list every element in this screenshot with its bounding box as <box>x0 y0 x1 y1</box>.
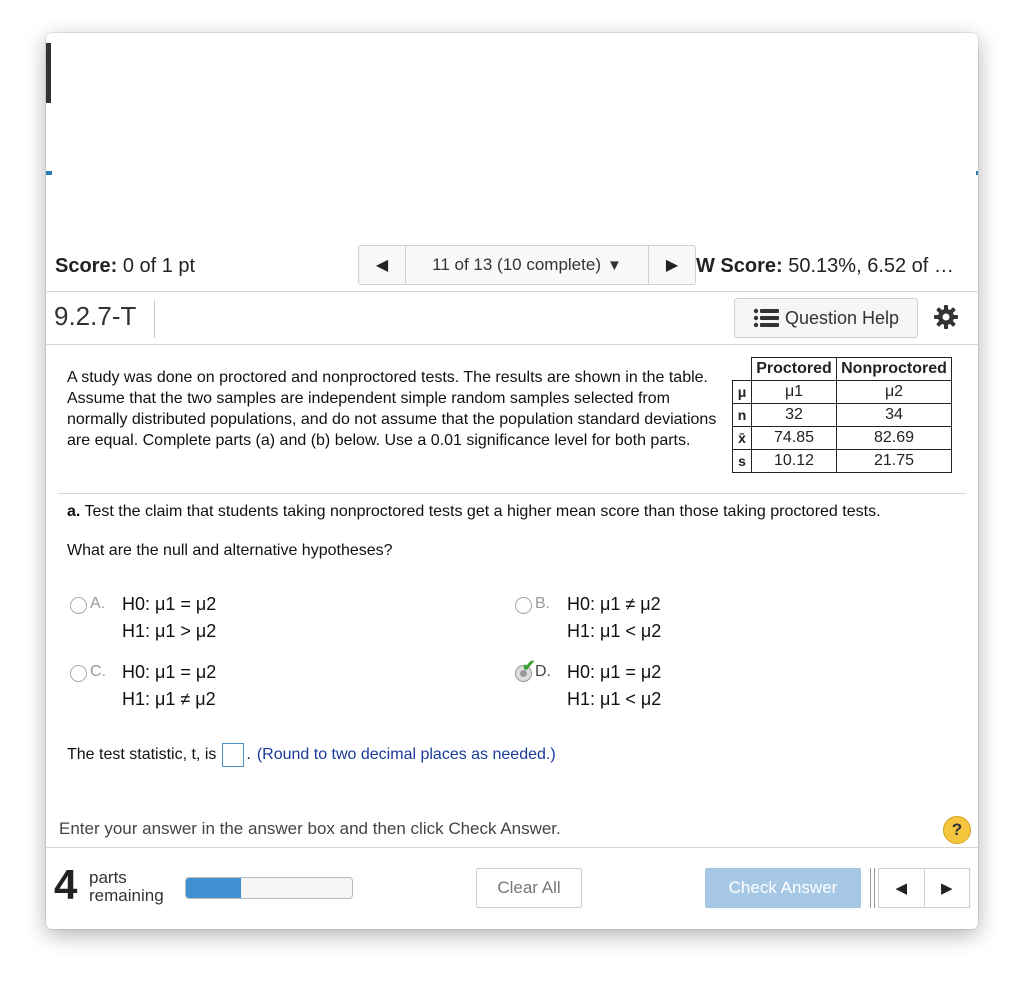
divider <box>46 344 978 345</box>
row-label: n <box>733 404 752 427</box>
divider <box>58 493 966 494</box>
option-c-null: H0: μ1 = μ2 <box>122 662 217 682</box>
instruction-text: Enter your answer in the answer box and then click Check Answer. <box>59 819 561 838</box>
option-c[interactable] <box>70 662 370 716</box>
table-cell: 34 <box>837 404 952 427</box>
clear-all-button[interactable]: Clear All <box>476 868 582 908</box>
progress-fill <box>186 878 241 898</box>
option-d-null: H0: μ1 = μ2 <box>567 662 662 682</box>
option-d[interactable] <box>515 658 815 716</box>
question-help-label: Question Help <box>784 307 900 328</box>
option-a-alt: H1: μ1 > μ2 <box>122 621 217 641</box>
part-a-text: Test the claim that students taking nonproctored tests get a higher mean score than those taking proctored tests. <box>84 503 881 520</box>
divider <box>870 868 875 908</box>
triangle-right-icon: ▶ <box>665 257 679 274</box>
option-b[interactable] <box>515 594 815 648</box>
column-header-proctored: Proctored <box>752 358 837 381</box>
progress-bar <box>185 877 353 899</box>
row-label: x̄ <box>733 427 752 450</box>
row-label: μ <box>733 381 752 404</box>
test-statistic-prompt: The test statistic, t, is <box>67 746 217 763</box>
app-window <box>46 33 978 929</box>
divider <box>154 300 155 338</box>
option-c-radio[interactable] <box>70 665 87 682</box>
question-header <box>46 292 978 344</box>
check-answer-button[interactable]: Check Answer <box>705 868 861 908</box>
score-display <box>55 255 195 278</box>
test-statistic-input[interactable] <box>222 743 244 767</box>
settings-gear-button[interactable] <box>933 304 959 335</box>
table-header-row <box>733 358 952 381</box>
triangle-right-icon: ▶ <box>940 880 953 897</box>
part-a-claim <box>67 503 881 521</box>
triangle-left-icon: ◀ <box>375 257 389 274</box>
option-c-letter: C. <box>90 663 106 680</box>
score-value: 0 of 1 pt <box>122 255 196 277</box>
question-navigator <box>358 245 696 285</box>
left-accent-tick <box>46 171 52 175</box>
table-row <box>733 450 952 473</box>
checkmark-icon: ✔ <box>522 658 536 675</box>
gear-icon <box>933 304 959 330</box>
question-progress-text: 11 of 13 (10 complete) <box>432 255 601 274</box>
bottom-next-button[interactable] <box>925 869 970 907</box>
parts-label-line1: parts <box>89 868 127 887</box>
table-row <box>733 381 952 404</box>
option-a-null: H0: μ1 = μ2 <box>122 594 217 614</box>
option-a[interactable] <box>70 594 370 648</box>
window-edge-bar <box>46 43 51 103</box>
right-accent-tick <box>976 171 978 175</box>
option-b-alt: H1: μ1 < μ2 <box>567 621 662 641</box>
homework-score <box>696 255 954 278</box>
data-table <box>732 357 952 473</box>
next-question-button[interactable] <box>649 246 695 284</box>
part-a-label: a. <box>67 503 81 520</box>
rounding-hint: (Round to two decimal places as needed.) <box>256 746 556 763</box>
triangle-left-icon: ◀ <box>895 880 908 897</box>
parts-label-line2: remaining <box>89 886 164 905</box>
divider <box>46 847 978 848</box>
hw-score-label: W Score: <box>696 255 783 277</box>
hypothesis-question: What are the null and alternative hypotheses? <box>67 542 393 559</box>
table-corner-cell <box>733 358 752 381</box>
table-cell: 74.85 <box>752 427 837 450</box>
previous-question-button[interactable] <box>359 246 406 284</box>
table-cell: 32 <box>752 404 837 427</box>
bottom-question-nav <box>878 868 970 908</box>
help-icon[interactable]: ? <box>943 816 971 844</box>
period-text: . <box>246 746 251 763</box>
parts-remaining-label <box>89 869 164 905</box>
table-row <box>733 427 952 450</box>
option-b-letter: B. <box>535 595 551 612</box>
test-statistic-line <box>67 743 556 767</box>
table-cell: 10.12 <box>752 450 837 473</box>
column-header-nonproctored: Nonproctored <box>837 358 952 381</box>
table-cell: 82.69 <box>837 427 952 450</box>
parts-remaining-count: 4 <box>54 861 78 908</box>
table-row <box>733 404 952 427</box>
option-c-alt: H1: μ1 ≠ μ2 <box>122 689 216 709</box>
bottom-previous-button[interactable] <box>879 869 925 907</box>
score-bar <box>46 245 978 291</box>
hw-score-value: 50.13%, 6.52 of … <box>788 255 954 277</box>
row-label: s <box>733 450 752 473</box>
option-d-alt: H1: μ1 < μ2 <box>567 689 662 709</box>
table-cell: μ1 <box>752 381 837 404</box>
table-cell: μ2 <box>837 381 952 404</box>
option-a-letter: A. <box>90 595 106 612</box>
option-b-null: H0: μ1 ≠ μ2 <box>567 594 661 614</box>
score-label: Score: <box>55 255 118 277</box>
problem-statement: A study was done on proctored and nonproctored tests. The results are shown in the table. Assume that the two samples are independent simple random samples selected from normally distributed populations, and do not assume that the population standard deviations are equal. Complete parts (a) and (b) below. Use a 0.01 significance level for both parts. <box>67 369 717 449</box>
question-id: 9.2.7-T <box>54 301 137 331</box>
option-d-letter: D. <box>535 663 551 680</box>
option-a-radio[interactable] <box>70 597 87 614</box>
triangle-down-icon: ▼ <box>606 256 622 274</box>
question-progress-dropdown[interactable] <box>406 246 649 284</box>
option-b-radio[interactable] <box>515 597 532 614</box>
table-cell: 21.75 <box>837 450 952 473</box>
list-icon <box>753 308 779 328</box>
question-help-button[interactable] <box>734 298 918 338</box>
